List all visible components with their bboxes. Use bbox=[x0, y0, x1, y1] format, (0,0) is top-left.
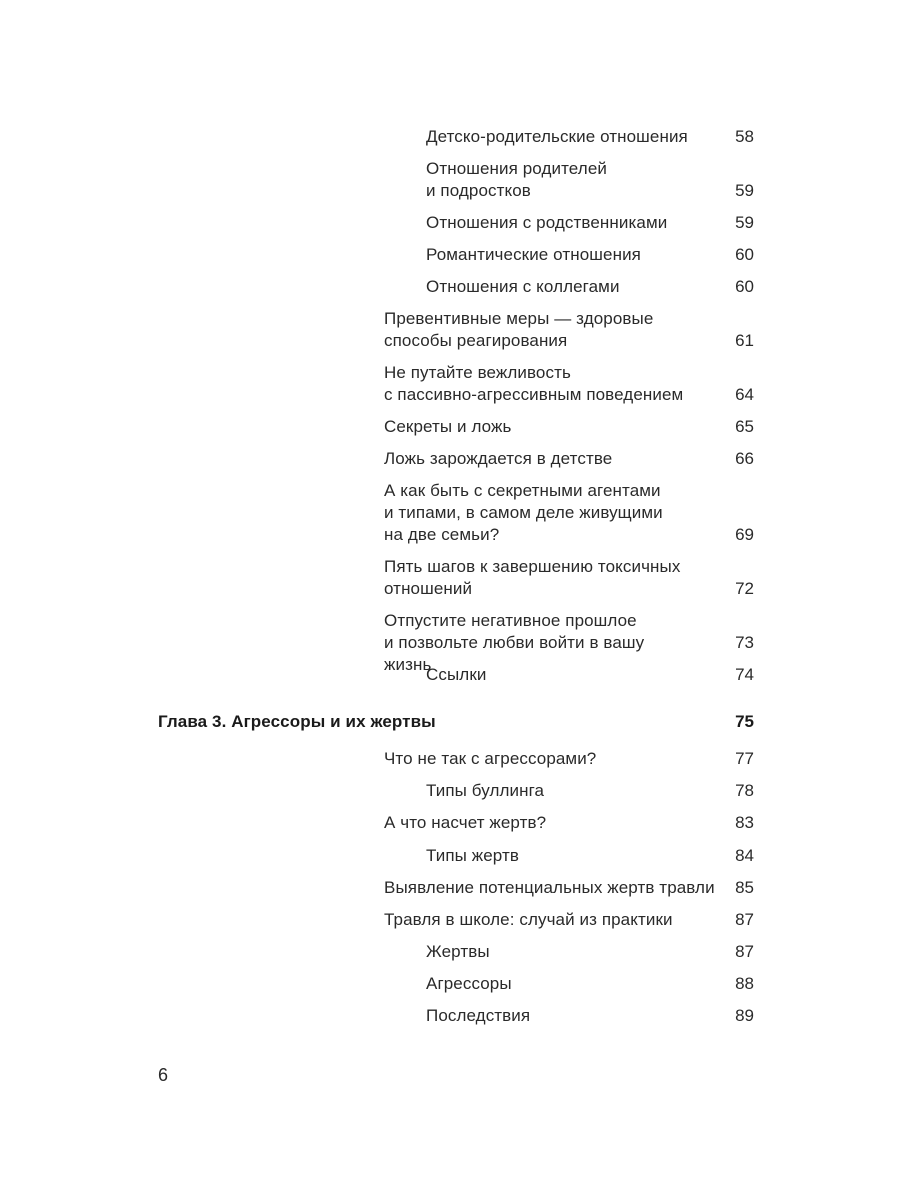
toc-entry bbox=[426, 845, 706, 867]
toc-entry-title: Выявление потенциальных жертв травли bbox=[384, 878, 715, 897]
toc-entry bbox=[426, 244, 706, 266]
toc-entry-title: Пять шагов к завершению токсичных отношений bbox=[384, 557, 681, 598]
toc-chapter-heading bbox=[158, 711, 678, 733]
toc-entry-title: Последствия bbox=[426, 1006, 531, 1025]
toc-entry-title: Отношения с родственниками bbox=[426, 213, 668, 232]
toc-entry bbox=[426, 126, 706, 148]
toc-entry-title: Романтические отношения bbox=[426, 245, 641, 264]
toc-entry-title: Травля в школе: случай из практики bbox=[384, 910, 673, 929]
toc-entry-page: 72 bbox=[735, 579, 754, 598]
toc-entry bbox=[384, 416, 684, 438]
toc-entry-page: 74 bbox=[735, 665, 754, 684]
toc-entry-page: 84 bbox=[735, 846, 754, 865]
toc-entry-page: 66 bbox=[735, 449, 754, 468]
toc-entry bbox=[384, 877, 734, 899]
page-number: 6 bbox=[158, 1065, 169, 1085]
toc-entry-title: Не путайте вежливость с пассивно-агрессивным поведением bbox=[384, 363, 684, 404]
toc-entry-title: А как быть с секретными агентами и типами, в самом деле живущими на две семьи? bbox=[384, 481, 663, 544]
toc-entry-title: А что насчет жертв? bbox=[384, 813, 547, 832]
toc-entry-title: Превентивные меры — здоровые способы реагирования bbox=[384, 309, 654, 350]
toc-entry-page: 85 bbox=[735, 878, 754, 897]
toc-entry-page: 88 bbox=[735, 974, 754, 993]
toc-entry-title: Ложь зарождается в детстве bbox=[384, 449, 613, 468]
toc-entry-page: 59 bbox=[735, 181, 754, 200]
toc-entry bbox=[384, 308, 684, 352]
toc-entry-title: Типы жертв bbox=[426, 846, 520, 865]
toc-entry-page: 89 bbox=[735, 1006, 754, 1025]
toc-entry-title: Отношения родителей и подростков bbox=[426, 159, 607, 200]
toc-entry bbox=[426, 158, 706, 202]
toc-entry-page: 83 bbox=[735, 813, 754, 832]
toc-entry bbox=[426, 1005, 706, 1027]
toc-entry bbox=[426, 780, 706, 802]
toc-entry bbox=[426, 941, 706, 963]
toc-entry bbox=[426, 276, 706, 298]
toc-entry-page: 69 bbox=[735, 525, 754, 544]
toc-entry-page: 78 bbox=[735, 781, 754, 800]
toc-entry-page: 59 bbox=[735, 213, 754, 232]
toc-entry-page: 87 bbox=[735, 942, 754, 961]
toc-entry-title: Ссылки bbox=[426, 665, 487, 684]
toc-entry bbox=[384, 448, 684, 470]
toc-entry-page: 87 bbox=[735, 910, 754, 929]
toc-entry bbox=[384, 909, 724, 931]
toc-entry-title: Отпустите негативное прошлое и позвольте любви войти в вашу жизнь bbox=[384, 611, 645, 674]
toc-entry-title: Отношения с коллегами bbox=[426, 277, 620, 296]
toc-entry-page: 60 bbox=[735, 245, 754, 264]
toc-entry bbox=[426, 212, 706, 234]
toc-entry-title: Что не так с агрессорами? bbox=[384, 749, 597, 768]
toc-chapter-title: Глава 3. Агрессоры и их жертвы bbox=[158, 712, 436, 731]
toc-entry-page: 73 bbox=[735, 633, 754, 652]
toc-entry bbox=[426, 973, 706, 995]
toc-entry bbox=[384, 812, 684, 834]
toc-entry bbox=[384, 556, 684, 600]
toc-entry-page: 60 bbox=[735, 277, 754, 296]
toc-entry-title: Детско-родительские отношения bbox=[426, 127, 688, 146]
toc-entry bbox=[384, 480, 684, 546]
toc-entry-page: 77 bbox=[735, 749, 754, 768]
toc-entry-page: 65 bbox=[735, 417, 754, 436]
toc-entry-title: Агрессоры bbox=[426, 974, 512, 993]
toc-chapter-page: 75 bbox=[735, 712, 754, 731]
toc-entry-page: 61 bbox=[735, 331, 754, 350]
toc-entry bbox=[384, 748, 684, 770]
toc-entry-title: Секреты и ложь bbox=[384, 417, 512, 436]
toc-entry bbox=[384, 362, 684, 406]
toc-entry-title: Жертвы bbox=[426, 942, 490, 961]
toc-entry bbox=[426, 664, 706, 686]
toc-entry-page: 58 bbox=[735, 127, 754, 146]
toc-entry-title: Типы буллинга bbox=[426, 781, 545, 800]
toc-entry-page: 64 bbox=[735, 385, 754, 404]
